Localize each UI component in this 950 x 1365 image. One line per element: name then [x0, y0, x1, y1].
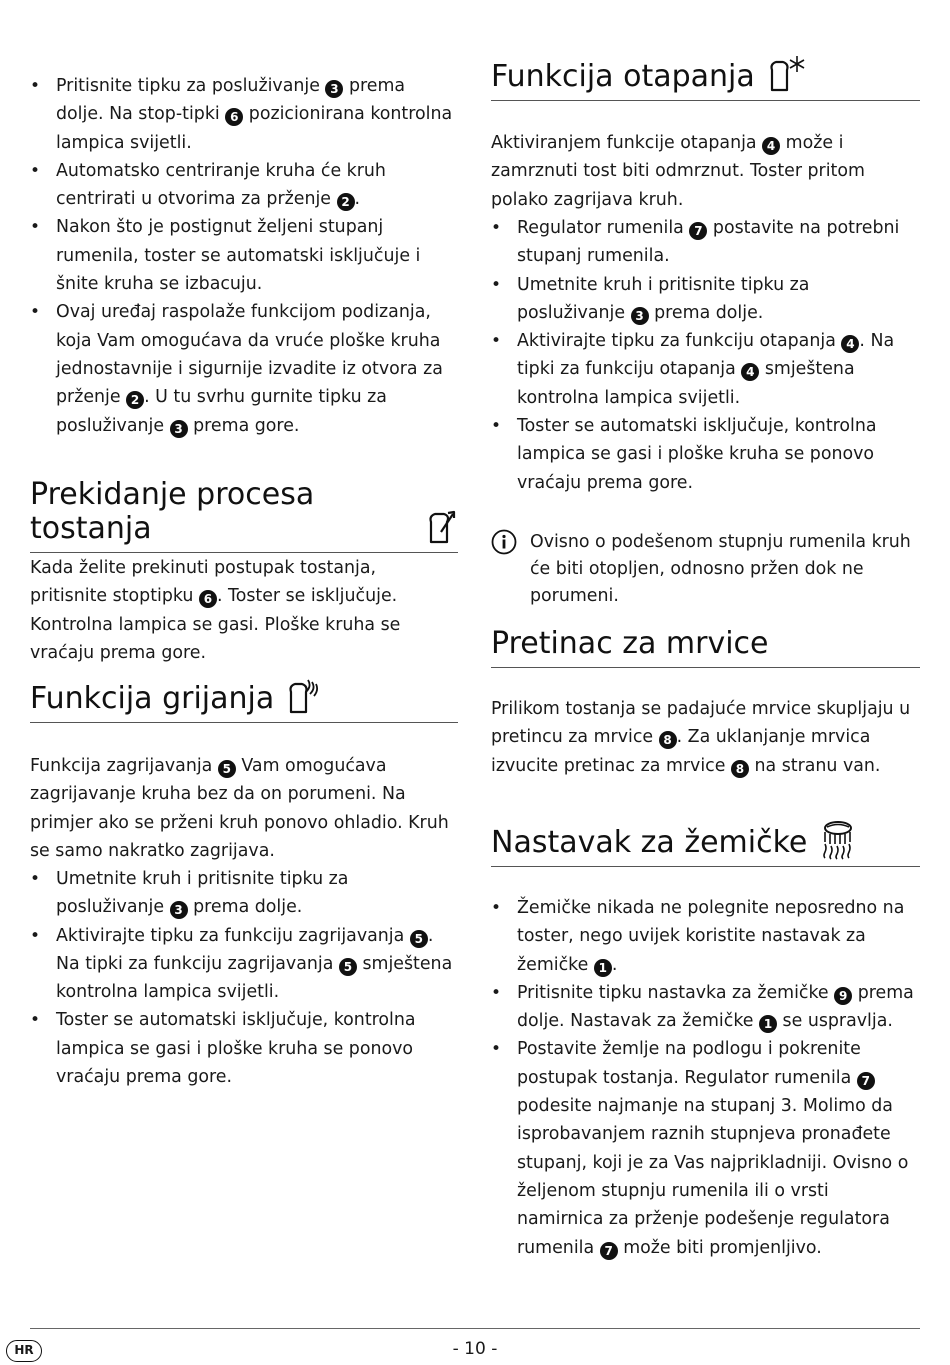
- warming-paragraph: [30, 752, 458, 865]
- list-item: [491, 412, 920, 497]
- text-run: . Toster se isključuje. Kontrolna lampica se gasi. Ploške kruha se vraćaju prema gore.: [30, 586, 401, 663]
- text-run: Postavite žemlje na podlogu i pokrenite postupak tostanja. Regulator rumenila: [517, 1039, 861, 1088]
- text-run: postavite na potrebni stupanj rumenila.: [517, 218, 900, 267]
- section-title: Pretinac za mrvice: [491, 626, 769, 661]
- language-badge: HR: [6, 1340, 42, 1362]
- text-run: pozicionirana kontrolna lampica svijetli.: [56, 104, 453, 153]
- toast-eject-icon: [426, 508, 458, 546]
- text-run: smještena kontrolna lampica svijetli.: [517, 359, 855, 408]
- list-item: [30, 213, 458, 298]
- part-number-badge: 3: [631, 307, 649, 325]
- text-run: Pritisnite tipku nastavka za žemičke: [517, 982, 835, 1003]
- text-run: Automatsko centriranje kruha će kruh centrirati u otvorima za prženje: [56, 160, 386, 210]
- part-number-badge: 7: [600, 1242, 618, 1260]
- part-number-badge: 6: [199, 590, 217, 608]
- defrost-list: [491, 214, 920, 497]
- list-item: [30, 922, 458, 1007]
- section-title: Prekidanje procesa tostanja: [30, 477, 315, 546]
- list-item: [30, 157, 458, 214]
- part-number-badge: 3: [170, 420, 188, 438]
- text-run: se uspravlja.: [777, 1011, 893, 1032]
- part-number-badge: 5: [339, 958, 357, 976]
- part-number-badge: 7: [689, 222, 707, 240]
- part-number-badge: 6: [225, 108, 243, 126]
- text-run: Regulator rumenila: [517, 218, 690, 238]
- list-item: [30, 1006, 458, 1091]
- list-item: [491, 271, 920, 328]
- warming-list: [30, 865, 458, 1091]
- defrost-paragraph: [491, 129, 920, 214]
- heading-rolls: [491, 818, 920, 867]
- text-run: Žemičke nikada ne polegnite neposredno na toster, nego uvijek koristite nastavak za žemičke: [517, 898, 905, 975]
- text-run: .: [354, 189, 361, 210]
- list-item: [491, 1035, 920, 1261]
- text-run: prema gore.: [187, 415, 300, 436]
- heading-stop-toasting: [30, 478, 458, 553]
- toast-defrost-icon: [767, 54, 807, 94]
- text-run: prema dolje. Na stop-tipki: [56, 76, 406, 125]
- section-title: Nastavak za žemičke: [491, 825, 808, 860]
- info-icon: [491, 529, 517, 555]
- section-title: Funkcija grijanja: [30, 681, 275, 716]
- part-number-badge: 2: [126, 391, 144, 409]
- page-number: - 10 -: [452, 1339, 498, 1359]
- text-run: Aktivirajte tipku za funkciju otapanja: [517, 331, 842, 352]
- part-number-badge: 8: [659, 731, 677, 749]
- info-note: [491, 529, 920, 610]
- rolls-list: [491, 894, 920, 1262]
- text-run: Nakon što je postignut željeni stupanj rumenila, toster se automatski isključuje i šnite kruha se izbacuju.: [56, 217, 421, 295]
- text-run: . Na tipki za funkciju zagrijavanja: [56, 925, 434, 974]
- text-run: Pritisnite tipku za posluživanje: [56, 76, 326, 96]
- text-run: . U tu svrhu gurnite tipku za posluživanje: [56, 387, 387, 436]
- intro-list: [30, 72, 458, 440]
- text-run: Aktiviranjem funkcije otapanja: [491, 133, 763, 153]
- list-item: [491, 894, 920, 979]
- part-number-badge: 1: [759, 1015, 777, 1033]
- text-run: smještena kontrolna lampica svijetli.: [56, 953, 453, 1003]
- part-number-badge: 3: [170, 901, 188, 919]
- text-run: Kada želite prekinuti postupak tostanja, pritisnite stoptipku: [30, 558, 377, 607]
- list-item: [491, 979, 920, 1036]
- text-run: podesite najmanje na stupanj 3. Molimo da isprobavanjem raznih stupnjeva pronađete stupanj, koji je za Vas najprikladniji. Ovisno o željenom stupnju rumenila ili o vrsti namirnica za prženje podešenje regulatora rumenila: [517, 1096, 909, 1258]
- text-run: . Na tipki za funkciju otapanja: [517, 331, 895, 380]
- part-number-badge: 4: [841, 335, 859, 353]
- part-number-badge: 2: [337, 193, 355, 211]
- toast-warming-icon: [286, 676, 320, 716]
- text-run: Toster se automatski isključuje, kontrolna lampica se gasi i ploške kruha se ponovo vraćaju prema gore.: [56, 1010, 416, 1088]
- footer-divider: [30, 1328, 920, 1329]
- crumbs-paragraph: [491, 695, 920, 780]
- heading-warming: [30, 676, 458, 723]
- text-run: Funkcija zagrijavanja: [30, 756, 218, 776]
- stop-paragraph: [30, 554, 458, 667]
- part-number-badge: 8: [731, 760, 749, 778]
- list-item: [30, 298, 458, 439]
- text-run: Ovaj uređaj raspolaže funkcijom podizanja, koja Vam omogućava da vruće ploške kruha jednostavnije i sigurnije izvadite iz otvora za prženje: [56, 302, 443, 408]
- list-item: [491, 214, 920, 271]
- text-run: Aktivirajte tipku za funkciju zagrijavanja: [56, 925, 410, 946]
- section-title: Funkcija otapanja: [491, 59, 755, 94]
- text-run: može i zamrznuti tost biti odmrznut. Toster pritom polako zagrijava kruh.: [491, 133, 865, 210]
- list-item: [30, 72, 458, 157]
- part-number-badge: 4: [762, 137, 780, 155]
- part-number-badge: 7: [857, 1072, 875, 1090]
- part-number-badge: 9: [834, 987, 852, 1005]
- text-run: Umetnite kruh i pritisnite tipku za posluživanje: [517, 274, 810, 323]
- part-number-badge: 5: [218, 760, 236, 778]
- text-run: . Za uklanjanje mrvica izvucite pretinac za mrvice: [491, 727, 871, 776]
- heading-crumbs: [491, 627, 920, 668]
- text-run: prema dolje.: [648, 302, 764, 323]
- text-run: prema dolje.: [187, 897, 303, 918]
- text-run: Toster se automatski isključuje, kontrolna lampica se gasi i ploške kruha se ponovo vraćaju prema gore.: [517, 416, 877, 493]
- text-run: Prilikom tostanja se padajuće mrvice skupljaju u pretincu za mrvice: [491, 699, 911, 748]
- list-item: [491, 327, 920, 412]
- part-number-badge: 1: [594, 959, 612, 977]
- bun-warmer-icon: [819, 818, 857, 860]
- text-run: prema dolje. Nastavak za žemičke: [517, 982, 914, 1032]
- part-number-badge: 5: [410, 930, 428, 948]
- text-run: Vam omogućava zagrijavanje kruha bez da on porumeni. Na primjer ako se prženi kruh ponovo ohladio. Kruh se samo nakratko zagrijava.: [30, 756, 449, 861]
- part-number-badge: 3: [325, 80, 343, 98]
- list-item: [30, 865, 458, 922]
- text-run: može biti promjenljivo.: [617, 1237, 822, 1258]
- text-run: na stranu van.: [748, 755, 881, 776]
- heading-defrost: [491, 54, 920, 101]
- text-run: .: [611, 954, 618, 975]
- note-text: Ovisno o podešenom stupnju rumenila kruh će biti otopljen, odnosno pržen dok ne porumeni.: [530, 532, 911, 606]
- text-run: Umetnite kruh i pritisnite tipku za posluživanje: [56, 869, 349, 918]
- part-number-badge: 4: [741, 363, 759, 381]
